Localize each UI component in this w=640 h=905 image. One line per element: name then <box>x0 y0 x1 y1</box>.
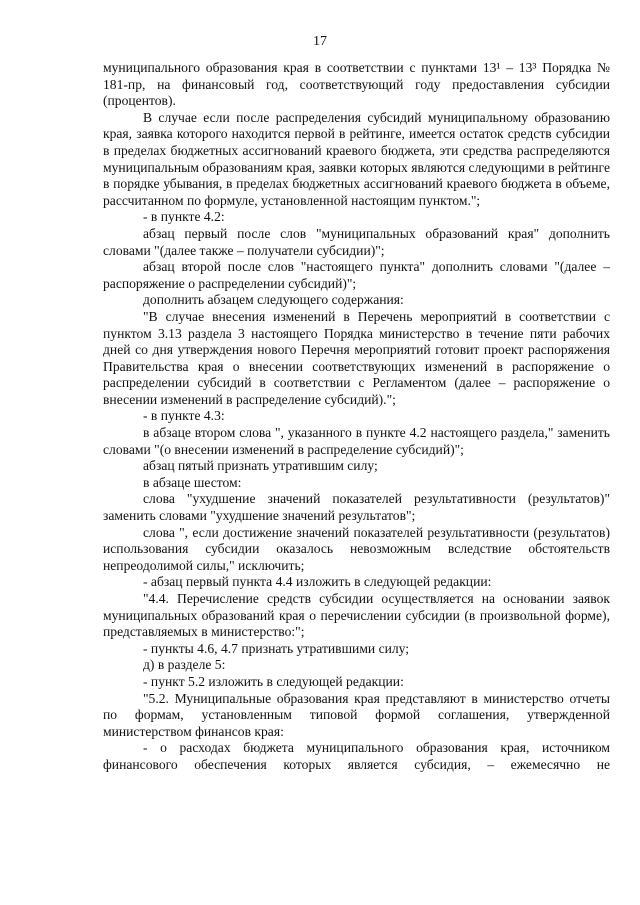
paragraph-11: в абзаце шестом: <box>143 474 242 490</box>
paragraph-3: - в пункте 4.2: <box>143 209 225 225</box>
paragraph-8: - в пункте 4.3: <box>143 408 225 424</box>
paragraph-1: муниципального образования края в соответствии с пунктами 13¹ – 13³ Порядка № 181-пр, на финансовый год, соответствующий году предоставления субсидии (процентов). <box>103 60 610 109</box>
paragraph-19: "5.2. Муниципальные образования края представляют в министерство отчеты по формам, установленным типовой формой соглашения, утвержденной министерством финансов края: <box>103 690 610 739</box>
paragraph-6: дополнить абзацем следующего содержания: <box>143 292 404 308</box>
paragraph-16: - пункты 4.6, 4.7 признать утратившими силу; <box>143 640 410 656</box>
paragraph-2: В случае если после распределения субсидий муниципальному образованию края, заявка которого находится первой в рейтинге, имеется остаток средств субсидии в пределах бюджетных ассигнований краевого бюджета, эти средства распределяются муниципальным образованиям края, заявки которых являются следующими в рейтинге в порядке убывания, в пределах бюджетных ассигнований краевого бюджета в объеме, рассчитанном по формуле, установленной настоящим пунктом."; <box>103 109 610 208</box>
paragraph-14: - абзац первый пункта 4.4 изложить в следующей редакции: <box>143 574 492 590</box>
paragraph-18: - пункт 5.2 изложить в следующей редакции: <box>143 673 404 689</box>
paragraph-7: "В случае внесения изменений в Перечень мероприятий в соответствии с пунктом 3.13 раздела 3 настоящего Порядка министерство в течение пяти рабочих дней со дня утверждения нового Перечня мероприятий готовит проект распоряжения Правительства края о внесении соответствующих изменений в распоряжение о распределении субсидий в соответствии с Регламентом (далее – распоряжение о внесении изменений в распределение субсидий)."; <box>103 308 610 407</box>
paragraph-5: абзац второй после слов "настоящего пункта" дополнить словами "(далее – распоряжение о распределении субсидий)"; <box>103 259 610 291</box>
paragraph-4: абзац первый после слов "муниципальных образований края" дополнить словами "(далее также – получатели субсидии)"; <box>103 225 610 258</box>
paragraph-15: "4.4. Перечисление средств субсидии осуществляется на основании заявок муниципальных образований края о перечислении субсидии (в произвольной форме), представляемых в министерство:"; <box>103 591 610 640</box>
page-number: 17 <box>313 34 327 49</box>
paragraph-13: слова ", если достижение значений показателей результативности (результатов) использования субсидии оказалось невозможным вследствие обстоятельств непреодолимой силы," исключить; <box>103 524 610 573</box>
paragraph-17: д) в разделе 5: <box>143 657 226 673</box>
paragraph-10: абзац пятый признать утратившим силу; <box>143 458 378 474</box>
paragraph-9: в абзаце втором слова ", указанного в пункте 4.2 настоящего раздела," заменить словами "(о внесении изменений в распределение субсидий)"; <box>103 425 610 457</box>
paragraph-20: - о расходах бюджета муниципального образования края, источником финансового обеспечения которых является субсидия, – ежемесячно не <box>103 740 610 772</box>
document-body <box>103 60 610 774</box>
paragraph-12: слова "ухудшение значений показателей результативности (результатов)" заменить словами "ухудшение значений результатов"; <box>103 491 610 524</box>
